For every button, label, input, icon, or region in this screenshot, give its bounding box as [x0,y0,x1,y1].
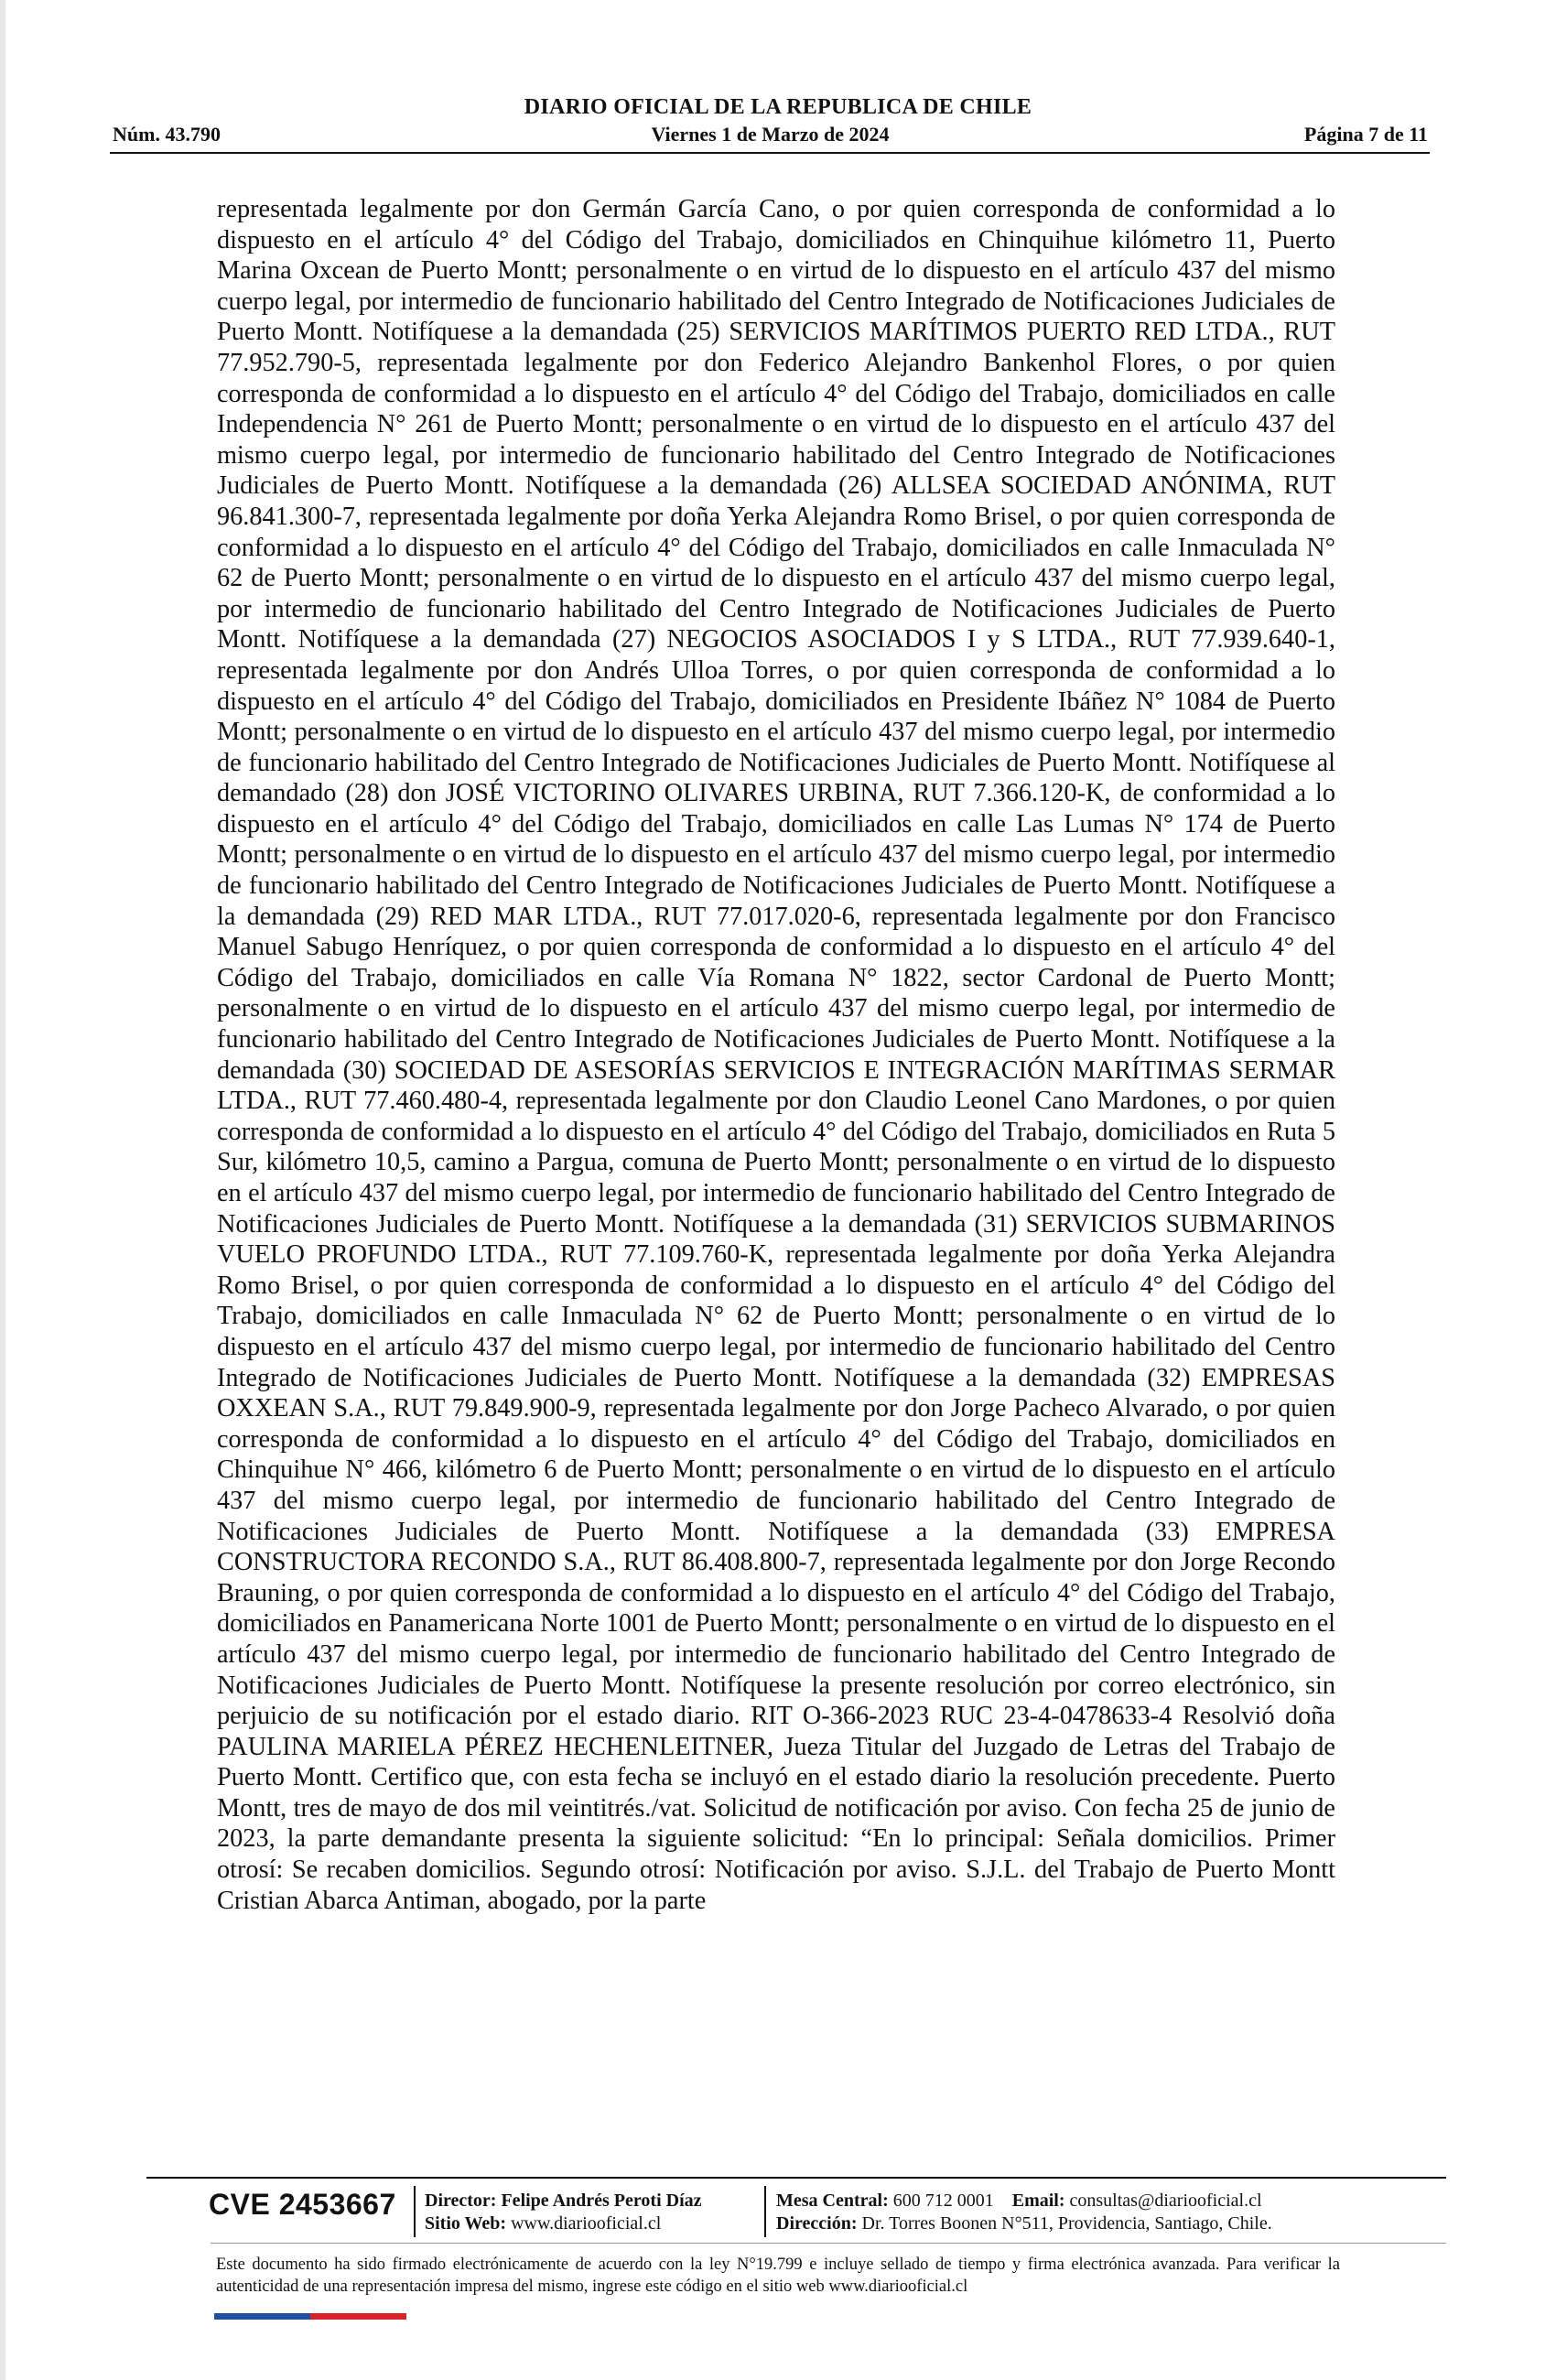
mesa-phone: 600 712 0001 [892,2191,994,2211]
page-number: Página 7 de 11 [1303,123,1428,146]
body-text: representada legalmente por don Germán García Cano, o por quien corresponda de conformidad a lo dispuesto en el artículo 4° del Código del Trabajo, domiciliados en Chinquihue kilómetro 11, Puerto Marina Oxcean de Puerto Montt; personalmente o en virtud de lo dispuesto en el artículo 437 del mismo cuerpo legal, por intermedio de funcionario habilitado del Centro Integrado de Notificaciones Judiciales de Puerto Montt. Notifíquese a la demandada (25) SERVICIOS MARÍTIMOS PUERTO RED LTDA., RUT 77.952.790-5, representada legalmente por don Federico Alejandro Bankenhol Flores, o por quien corresponda de conformidad a lo dispuesto en el artículo 4° del Código del Trabajo, domiciliados en calle Independencia N° 261 de Puerto Montt; personalmente o en virtud de lo dispuesto en el artículo 437 del mismo cuerpo legal, por intermedio de funcionario habilitado del Centro Integrado de Notificaciones Judiciales de Puerto Montt. Notifíquese a la demandada (26) ALLSEA SOCIEDAD ANÓNIMA, RUT 96.841.300-7, representada legalmente por doña Yerka Alejandra Romo Brisel, o por quien corresponda de conformidad a lo dispuesto en el artículo 4° del Código del Trabajo, domiciliados en calle Inmaculada N° 62 de Puerto Montt; personalmente o en virtud de lo dispuesto en el artículo 437 del mismo cuerpo legal, por intermedio de funcionario habilitado del Centro Integrado de Notificaciones Judiciales de Puerto Montt. Notifíquese a la demandada (27) NEGOCIOS ASOCIADOS I y S LTDA., RUT 77.939.640-1, representada legalmente por don Andrés Ulloa Torres, o por quien corresponda de conformidad a lo dispuesto en el artículo 4° del Código del Trabajo, domiciliados en Presidente Ibáñez N° 1084 de Puerto Montt; personalmente o en virtud de lo dispuesto en el artículo 437 del mismo cuerpo legal, por intermedio de funcionario habilitado del Centro Integrado de Notificaciones Judiciales de Puerto Montt. Notifíquese al demandado (28) don JOSÉ VICTORINO OLIVARES URBINA, RUT 7.366.120-K, de conformidad a lo dispuesto en el artículo 4° del Código del Trabajo, domiciliados en calle Las Lumas N° 174 de Puerto Montt; personalmente o en virtud de lo dispuesto en el artículo 437 del mismo cuerpo legal, por intermedio de funcionario habilitado del Centro Integrado de Notificaciones Judiciales de Puerto Montt. Notifíquese a la demandada (29) RED MAR LTDA., RUT 77.017.020-6, representada legalmente por don Francisco Manuel Sabugo Henríquez, o por quien corresponda de conformidad a lo dispuesto en el artículo 4° del Código del Trabajo, domiciliados en calle Vía Romana N° 1822, sector Cardonal de Puerto Montt; personalmente o en virtud de lo dispuesto en el artículo 437 del mismo cuerpo legal, por intermedio de funcionario habilitado del Centro Integrado de Notificaciones Judiciales de Puerto Montt. Notifíquese a la demandada (30) SOCIEDAD DE ASESORÍAS SERVICIOS E INTEGRACIÓN MARÍTIMAS SERMAR LTDA., RUT 77.460.480-4, representada legalmente por don Claudio Leonel Cano Mardones, o por quien corresponda de conformidad a lo dispuesto en el artículo 4° del Código del Trabajo, domiciliados en Ruta 5 Sur, kilómetro 10,5, camino a Pargua, comuna de Puerto Montt; personalmente o en virtud de lo dispuesto en el artículo 437 del mismo cuerpo legal, por intermedio de funcionario habilitado del Centro Integrado de Notificaciones Judiciales de Puerto Montt. Notifíquese a la demandada (31) SERVICIOS SUBMARINOS VUELO PROFUNDO LTDA., RUT 77.109.760-K, representada legalmente por doña Yerka Alejandra Romo Brisel, o por quien corresponda de conformidad a lo dispuesto en el artículo 4° del Código del Trabajo, domiciliados en calle Inmaculada N° 62 de Puerto Montt; personalmente o en virtud de lo dispuesto en el artículo 437 del mismo cuerpo legal, por intermedio de funcionario habilitado del Centro Integrado de Notificaciones Judiciales de Puerto Montt. Notifíquese a la demandada (32) EMPRESAS OXXEAN S.A., RUT 79.849.900-9, representada legalmente por don Jorge Pacheco Alvarado, o por quien corresponda de conformidad a lo dispuesto en el artículo 4° del Código del Trabajo, domiciliados en Chinquihue N° 466, kilómetro 6 de Puerto Montt; personalmente o en virtud de lo dispuesto en el artículo 437 del mismo cuerpo legal, por intermedio de funcionario habilitado del Centro Integrado de Notificaciones Judiciales de Puerto Montt. Notifíquese a la demandada (33) EMPRESA CONSTRUCTORA RECONDO S.A., RUT 86.408.800-7, representada legalmente por don Jorge Recondo Brauning, o por quien corresponda de conformidad a lo dispuesto en el artículo 4° del Código del Trabajo, domiciliados en Panamericana Norte 1001 de Puerto Montt; personalmente o en virtud de lo dispuesto en el artículo 437 del mismo cuerpo legal, por intermedio de funcionario habilitado del Centro Integrado de Notificaciones Judiciales de Puerto Montt. Notifíquese la presente resolución por correo electrónico, sin perjuicio de su notificación por el estado diario. RIT O-366-2023 RUC 23-4-0478633-4 Resolvió doña PAULINA MARIELA PÉREZ HECHENLEITNER, Jueza Titular del Juzgado de Letras del Trabajo de Puerto Montt. Certifico que, con esta fecha se incluyó en el estado diario la resolución precedente. Puerto Montt, tres de mayo de dos mil veintitrés./vat. Solicitud de notificación por aviso. Con fecha 25 de junio de 2023, la parte demandante presenta la siguiente solicitud: “En lo principal: Señala domicilios. Primer otrosí: Se recaben domicilios. Segundo otrosí: Notificación por aviso. S.J.L. del Trabajo de Puerto Montt Cristian Abarca Antiman, abogado, por la parte [217,195,1335,1915]
flag-red-stripe [310,2313,406,2320]
address-value: Dr. Torres Boonen N°511, Providencia, Santiago, Chile. [861,2213,1272,2234]
header-divider [110,152,1430,154]
address-label: Dirección: [776,2213,858,2234]
header-row [113,123,1428,146]
cve-code: CVE 2453667 [209,2188,396,2221]
footer-separator [764,2186,766,2237]
director-name: Felipe Andrés Peroti Díaz [501,2191,702,2211]
mesa-label: Mesa Central: [776,2191,889,2211]
newspaper-title: DIARIO OFICIAL DE LA REPUBLICA DE CHILE [524,95,1032,119]
footer-divider [146,2177,1446,2179]
site-label: Sitio Web: [425,2213,507,2234]
footer-divider-secondary [211,2243,1446,2244]
page-edge [0,0,5,2380]
email-label: Email: [1011,2191,1065,2211]
footer-contact-block [776,2190,1272,2235]
director-label: Director: [425,2191,497,2211]
flag-blue-stripe [214,2313,310,2320]
issue-number: Núm. 43.790 [113,123,221,146]
issue-date: Viernes 1 de Marzo de 2024 [651,123,890,146]
footer-director-block [425,2190,702,2235]
signature-disclaimer: Este documento ha sido firmado electrónicamente de acuerdo con la ley N°19.799 e incluye sellado de tiempo y firma electrónica avanzada. Para verificar la autenticidad de una representación impresa del mismo, ingrese este código en el sitio web www.diariooficial.cl [216,2256,1340,2296]
chile-flag-stripe [214,2313,406,2320]
footer-separator [414,2186,416,2237]
site-link[interactable]: www.diariooficial.cl [511,2213,662,2234]
email-link[interactable]: consultas@diariooficial.cl [1069,2191,1262,2211]
